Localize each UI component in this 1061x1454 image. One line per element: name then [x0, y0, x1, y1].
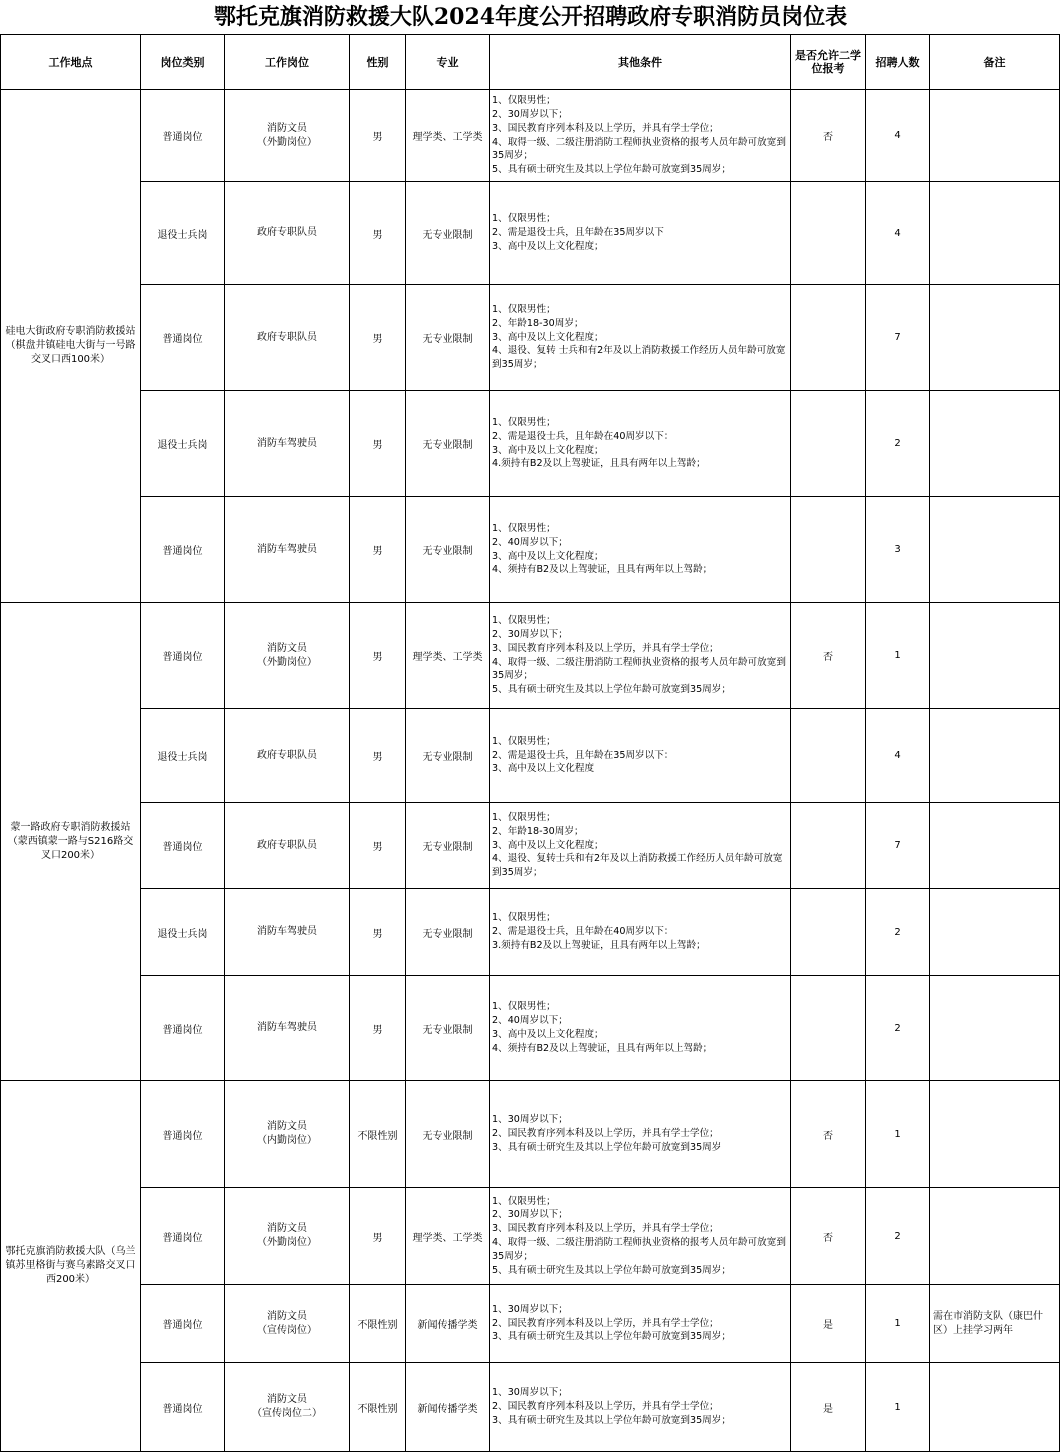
conditions-cell: [490, 497, 791, 603]
gender-cell: 不限性别: [350, 1081, 406, 1188]
count-cell: 3: [866, 497, 930, 603]
gender-cell: 男: [350, 976, 406, 1081]
condition-line: 5、具有硕士研究生及其以上学位年龄可放宽到35周岁；: [492, 1264, 731, 1276]
second-degree-cell: 是: [791, 1363, 866, 1452]
conditions-cell: [490, 1188, 791, 1285]
condition-line: 3.须持有B2及以上驾驶证，且具有两年以上驾龄；: [492, 939, 706, 951]
major-cell: 无专业限制: [406, 497, 490, 603]
condition-line: 4、须持有B2及以上驾驶证，且具有两年以上驾龄；: [492, 564, 713, 576]
category-cell: 退役士兵岗: [141, 889, 225, 976]
major-cell: 无专业限制: [406, 391, 490, 497]
position-cell: [225, 1188, 350, 1285]
table-row: [1, 497, 1060, 603]
condition-line: 4、须持有B2及以上驾驶证，且具有两年以上驾龄；: [492, 1042, 713, 1054]
condition-line: 4、取得一级、二级注册消防工程师执业资格的报考人员年龄可放宽到35周岁；: [492, 656, 786, 682]
condition-line: 2、国民教育序列本科及以上学历，并具有学士学位；: [492, 1317, 719, 1329]
second-degree-cell: 否: [791, 1081, 866, 1188]
conditions-cell: [490, 803, 791, 889]
position-line: （宣传岗位二）: [252, 1408, 322, 1419]
table-row: [1, 709, 1060, 803]
category-cell: 普通岗位: [141, 285, 225, 391]
count-cell: 4: [866, 709, 930, 803]
position-line: 消防车驾驶员: [257, 437, 317, 449]
condition-line: 2、30周岁以下；: [492, 628, 568, 640]
remarks-cell: [930, 803, 1060, 889]
count-cell: 1: [866, 1081, 930, 1188]
condition-line: 3、高中及以上文化程度；: [492, 1029, 604, 1040]
table-row: [1, 391, 1060, 497]
category-cell: 普通岗位: [141, 976, 225, 1081]
position-cell: [225, 285, 350, 391]
position-line: 政府专职队员: [257, 331, 317, 343]
condition-line: 3、高中及以上文化程度；: [492, 331, 604, 343]
conditions-cell: [490, 90, 791, 182]
condition-line: 3、具有硕士研究生及其以上学位年龄可放宽到35周岁；: [492, 1331, 731, 1343]
category-cell: 普通岗位: [141, 497, 225, 603]
conditions-cell: [490, 182, 791, 285]
major-cell: 无专业限制: [406, 709, 490, 803]
gender-cell: 男: [350, 90, 406, 182]
condition-line: 3、国民教育序列本科及以上学历，并具有学士学位；: [492, 642, 719, 654]
major-cell: 新闻传播学类: [406, 1285, 490, 1363]
condition-line: 2、需是退役士兵，且年龄在40周岁以下：: [492, 430, 674, 442]
condition-line: 2、需是退役士兵，且年龄在35周岁以下: [492, 227, 664, 239]
table-row: [1, 1081, 1060, 1188]
position-line: 消防车驾驶员: [257, 926, 317, 937]
condition-line: 1、30周岁以下；: [492, 1303, 568, 1315]
conditions-cell: [490, 285, 791, 391]
gender-cell: 男: [350, 391, 406, 497]
position-line: （外勤岗位）: [257, 656, 317, 668]
condition-line: 1、30周岁以下；: [492, 1114, 568, 1126]
condition-line: 1、仅限男性；: [492, 812, 556, 823]
conditions-cell: [490, 709, 791, 803]
remarks-cell: [930, 391, 1060, 497]
condition-line: 1、仅限男性；: [492, 1001, 556, 1013]
count-cell: 7: [866, 803, 930, 889]
condition-line: 3、具有硕士研究生及其以上学位年龄可放宽到35周岁: [492, 1141, 722, 1153]
major-cell: 无专业限制: [406, 976, 490, 1081]
gender-cell: 男: [350, 603, 406, 709]
position-line: 消防文员: [267, 1310, 307, 1322]
condition-line: 1、30周岁以下；: [492, 1387, 568, 1399]
position-cell: [225, 497, 350, 603]
major-cell: 无专业限制: [406, 1081, 490, 1188]
count-cell: 1: [866, 1285, 930, 1363]
major-cell: 无专业限制: [406, 889, 490, 976]
position-line: （外勤岗位）: [257, 1237, 317, 1248]
position-line: 消防文员: [267, 642, 307, 654]
page-title: 鄂托克旗消防救援大队2024年度公开招聘政府专职消防员岗位表: [213, 4, 848, 30]
position-cell: [225, 391, 350, 497]
remarks-cell: [930, 976, 1060, 1081]
second-degree-cell: [791, 391, 866, 497]
remarks-cell: [930, 285, 1060, 391]
conditions-cell: [490, 976, 791, 1081]
location-cell: 鄂托克旗消防救援大队（乌兰镇苏里格街与赛乌素路交叉口西200米）: [1, 1081, 141, 1452]
table-row: [1, 1363, 1060, 1452]
table-row: [1, 889, 1060, 976]
category-cell: 普通岗位: [141, 1188, 225, 1285]
table-row: [1, 803, 1060, 889]
condition-line: 1、仅限男性；: [492, 522, 556, 534]
position-line: 政府专职队员: [257, 227, 317, 238]
header-major: 专业: [406, 35, 490, 90]
condition-line: 1、仅限男性；: [492, 735, 556, 747]
condition-line: 3、高中及以上文化程度: [492, 763, 595, 775]
location-cell: 蒙一路政府专职消防救援站（蒙西镇蒙一路与S216路交叉口200米）: [1, 603, 141, 1081]
gender-cell: 男: [350, 803, 406, 889]
conditions-cell: [490, 1081, 791, 1188]
count-cell: 1: [866, 603, 930, 709]
remarks-cell: [930, 1188, 1060, 1285]
table-row: [1, 182, 1060, 285]
major-cell: 无专业限制: [406, 803, 490, 889]
second-degree-cell: [791, 889, 866, 976]
count-cell: 2: [866, 889, 930, 976]
gender-cell: 不限性别: [350, 1363, 406, 1452]
condition-line: 3、具有硕士研究生及其以上学位年龄可放宽到35周岁；: [492, 1414, 731, 1426]
condition-line: 3、国民教育序列本科及以上学历，并具有学士学位；: [492, 122, 719, 134]
position-cell: [225, 182, 350, 285]
condition-line: 3、高中及以上文化程度；: [492, 550, 604, 562]
condition-line: 2、年龄18-30周岁；: [492, 317, 584, 329]
table-row: [1, 976, 1060, 1081]
condition-line: 1、仅限男性；: [492, 304, 556, 315]
position-cell: [225, 709, 350, 803]
condition-line: 2、需是退役士兵，且年龄在40周岁以下：: [492, 926, 674, 938]
position-line: 政府专职队员: [257, 839, 317, 851]
condition-line: 4、退役、复转 士兵和有2年及以上消防救援工作经历人员年龄可放宽到35周岁；: [492, 345, 786, 371]
gender-cell: 不限性别: [350, 1285, 406, 1363]
count-cell: 1: [866, 1363, 930, 1452]
count-cell: 2: [866, 1188, 930, 1285]
condition-line: 5、具有硕士研究生及其以上学位年龄可放宽到35周岁；: [492, 684, 731, 696]
position-line: 消防车驾驶员: [257, 543, 317, 555]
count-cell: 4: [866, 90, 930, 182]
condition-line: 2、40周岁以下；: [492, 1015, 568, 1027]
conditions-cell: [490, 889, 791, 976]
position-cell: [225, 90, 350, 182]
second-degree-cell: 否: [791, 603, 866, 709]
condition-line: 3、高中及以上文化程度；: [492, 839, 604, 851]
table-row: [1, 1188, 1060, 1285]
position-line: 政府专职队员: [257, 749, 317, 761]
condition-line: 1、仅限男性；: [492, 615, 556, 627]
header-location: 工作地点: [1, 35, 141, 90]
second-degree-cell: 是: [791, 1285, 866, 1363]
header-position: 工作岗位: [225, 35, 350, 90]
position-line: 消防文员: [267, 1121, 307, 1132]
table-header-row: [1, 35, 1060, 90]
condition-line: 3、高中及以上文化程度；: [492, 240, 604, 252]
category-cell: 退役士兵岗: [141, 709, 225, 803]
condition-line: 2、40周岁以下；: [492, 536, 568, 548]
gender-cell: 男: [350, 709, 406, 803]
condition-line: 1、仅限男性；: [492, 95, 556, 107]
conditions-cell: [490, 1285, 791, 1363]
header-gender: 性别: [350, 35, 406, 90]
table-row: [1, 603, 1060, 709]
condition-line: 1、仅限男性；: [492, 213, 556, 225]
condition-line: 4.须持有B2及以上驾驶证，且具有两年以上驾龄；: [492, 458, 706, 470]
category-cell: 普通岗位: [141, 90, 225, 182]
conditions-cell: [490, 1363, 791, 1452]
position-line: 消防文员: [267, 122, 307, 134]
condition-line: 2、国民教育序列本科及以上学历，并具有学士学位；: [492, 1401, 719, 1413]
remarks-cell: [930, 709, 1060, 803]
remarks-cell: [930, 1081, 1060, 1188]
header-conditions: 其他条件: [490, 35, 791, 90]
position-cell: [225, 1363, 350, 1452]
condition-line: 3、国民教育序列本科及以上学历，并具有学士学位；: [492, 1223, 719, 1235]
position-line: （内勤岗位）: [257, 1135, 317, 1146]
major-cell: 无专业限制: [406, 182, 490, 285]
second-degree-cell: 否: [791, 1188, 866, 1285]
count-cell: 2: [866, 391, 930, 497]
remarks-cell: [930, 603, 1060, 709]
table-row: [1, 90, 1060, 182]
major-cell: 理学类、工学类: [406, 603, 490, 709]
category-cell: 普通岗位: [141, 603, 225, 709]
condition-line: 4、取得一级、二级注册消防工程师执业资格的报考人员年龄可放宽到35周岁；: [492, 1237, 786, 1262]
conditions-cell: [490, 603, 791, 709]
condition-line: 1、仅限男性；: [492, 416, 556, 428]
job-positions-table: [0, 34, 1060, 1452]
condition-line: 2、国民教育序列本科及以上学历，并具有学士学位；: [492, 1128, 719, 1140]
condition-line: 3、高中及以上文化程度；: [492, 444, 604, 456]
count-cell: 2: [866, 976, 930, 1081]
second-degree-cell: 否: [791, 90, 866, 182]
remarks-cell: [930, 497, 1060, 603]
remarks-cell: [930, 90, 1060, 182]
table-row: [1, 285, 1060, 391]
category-cell: 普通岗位: [141, 1081, 225, 1188]
position-cell: [225, 803, 350, 889]
major-cell: 无专业限制: [406, 285, 490, 391]
remarks-cell: [930, 1363, 1060, 1452]
second-degree-cell: [791, 285, 866, 391]
condition-line: 1、仅限男性；: [492, 1195, 556, 1207]
remarks-cell: 需在市消防支队（康巴什区）上挂学习两年: [930, 1285, 1060, 1363]
condition-line: 2、需是退役士兵，且年龄在35周岁以下：: [492, 749, 674, 761]
position-line: 消防文员: [267, 1223, 307, 1234]
second-degree-cell: [791, 497, 866, 603]
gender-cell: 男: [350, 497, 406, 603]
condition-line: 2、30周岁以下；: [492, 108, 568, 120]
condition-line: 4、退役、复转士兵和有2年及以上消防救援工作经历人员年龄可放宽到35周岁；: [492, 853, 783, 879]
second-degree-cell: [791, 709, 866, 803]
header-remarks: 备注: [930, 35, 1060, 90]
remarks-cell: [930, 889, 1060, 976]
header-count: 招聘人数: [866, 35, 930, 90]
position-line: 消防文员: [267, 1394, 307, 1405]
condition-line: 4、取得一级、二级注册消防工程师执业资格的报考人员年龄可放宽到35周岁；: [492, 136, 786, 162]
header-second-degree: 是否允许二学位报考: [791, 35, 866, 90]
position-cell: [225, 1285, 350, 1363]
position-cell: [225, 603, 350, 709]
gender-cell: 男: [350, 1188, 406, 1285]
header-category: 岗位类别: [141, 35, 225, 90]
gender-cell: 男: [350, 285, 406, 391]
major-cell: 理学类、工学类: [406, 1188, 490, 1285]
category-cell: 退役士兵岗: [141, 391, 225, 497]
category-cell: 普通岗位: [141, 1363, 225, 1452]
position-line: 消防车驾驶员: [257, 1022, 317, 1033]
gender-cell: 男: [350, 889, 406, 976]
count-cell: 7: [866, 285, 930, 391]
condition-line: 2、30周岁以下；: [492, 1209, 568, 1221]
table-row: [1, 1285, 1060, 1363]
count-cell: 4: [866, 182, 930, 285]
category-cell: 退役士兵岗: [141, 182, 225, 285]
position-cell: [225, 889, 350, 976]
category-cell: 普通岗位: [141, 1285, 225, 1363]
condition-line: 2、年龄18-30周岁；: [492, 825, 584, 837]
gender-cell: 男: [350, 182, 406, 285]
second-degree-cell: [791, 976, 866, 1081]
category-cell: 普通岗位: [141, 803, 225, 889]
condition-line: 1、仅限男性；: [492, 912, 556, 924]
position-cell: [225, 1081, 350, 1188]
major-cell: 理学类、工学类: [406, 90, 490, 182]
second-degree-cell: [791, 803, 866, 889]
position-line: （外勤岗位）: [257, 136, 317, 148]
remarks-cell: [930, 182, 1060, 285]
position-line: （宣传岗位）: [257, 1324, 317, 1336]
location-cell: 硅电大街政府专职消防救援站（棋盘井镇硅电大街与一号路交叉口西100米）: [1, 90, 141, 603]
condition-line: 5、具有硕士研究生及其以上学位年龄可放宽到35周岁；: [492, 164, 731, 176]
second-degree-cell: [791, 182, 866, 285]
position-cell: [225, 976, 350, 1081]
conditions-cell: [490, 391, 791, 497]
major-cell: 新闻传播学类: [406, 1363, 490, 1452]
